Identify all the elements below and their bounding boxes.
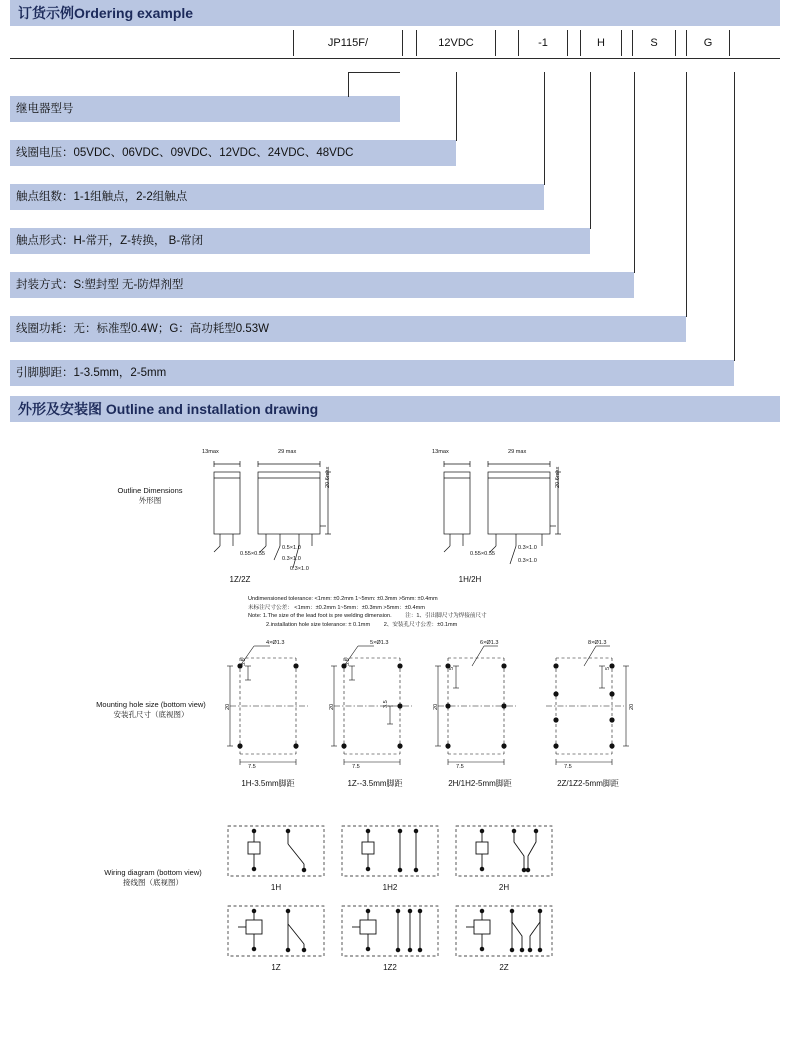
wiring-diagram-2h [454,824,554,880]
mount-dim-1h-a: 3.5 [241,658,247,666]
mount-dim-2h-b: 20 [433,703,439,710]
caption-mounting-1h: 1H-3.5mm脚距 [241,779,295,788]
ordering-code-row [10,34,780,59]
label-wiring-diagram-cn: 接线图（底视图） [123,878,183,888]
pin-dim-b-3: 0.3×1.0 [518,558,537,564]
wiring-diagram-1h2 [340,824,440,880]
pin-dim-a-3: 0.3×1.0 [282,556,301,562]
tolerance-note-line3-en: 2.installation hole size tolerance: ± 0.1mm [266,621,371,628]
hole-spec-2h: 6×Ø1.3 [480,640,499,646]
ordering-row-power: 线圈功耗：无：标准型0.4W；G：高功耗型0.53W [10,316,686,342]
caption-1h2h: 1H/2H [458,575,482,584]
outline-drawing-1z2z [200,446,360,596]
caption-wiring-1z2: 1Z2 [383,963,397,972]
pin-dim-a-2: 0.5×1.0 [282,545,301,551]
wiring-diagram-1h [226,824,326,880]
ordering-code-cell-model: JP115F/ [293,30,403,56]
label-mounting-hole-cn: 安装孔尺寸（底视图） [113,710,189,720]
wiring-diagram-1z [226,904,326,960]
tolerance-note-line2 [248,612,487,621]
dim-13max-a: 13max [202,449,219,455]
wiring-diagram-2z [454,904,554,960]
ordering-rule-contactsets [544,72,545,185]
pin-dim-a-1: 0.55×0.55 [240,551,266,557]
label-wiring-diagram-en: Wiring diagram (bottom view) [104,868,202,877]
mount-dim-1z-d: 7.5 [352,764,360,770]
mount-dim-2z-c: 7.5 [564,764,572,770]
mounting-drawing-2h [432,636,528,772]
hole-spec-2z: 8×Ø1.3 [588,640,607,646]
caption-wiring-1h2: 1H2 [382,883,398,892]
tolerance-note-line2-cn: 注：1、引出脚尺寸为焊接前尺寸 [405,613,487,620]
ordering-rule-power [686,72,687,317]
tolerance-note-line1-en: Undimensioned tolerance: <1mm: ±0.2mm 1~5mm: ±0.3mm >5mm: ±0.4mm [248,596,438,602]
hole-spec-1z: 5×Ø1.3 [370,640,389,646]
ordering-row-model: 继电器型号 [10,96,400,122]
section-title-ordering-en: Ordering example [74,5,194,21]
ordering-rule-sealing [634,72,635,273]
caption-mounting-2z: 2Z/1Z2-5mm脚距 [557,779,619,788]
pin-dim-b-2: 0.3×1.0 [518,545,537,551]
outline-drawing-1h2h [430,446,590,596]
mount-dim-2h-a: 5 [449,666,455,670]
caption-mounting-2h: 2H/1H2-5mm脚距 [448,779,512,788]
caption-mounting-1z: 1Z--3.5mm脚距 [347,779,403,788]
section-header-outline [10,396,780,422]
ordering-row-contactsets: 触点组数：1-1组触点，2-2组触点 [10,184,544,210]
label-outline-dimensions [90,486,210,506]
ordering-code-cell-voltage: 12VDC [416,30,496,56]
mounting-drawing-1h [224,636,320,772]
ordering-rule-model [348,72,400,97]
caption-wiring-1h: 1H [270,883,282,892]
label-outline-dimensions-cn: 外形图 [138,496,162,506]
tolerance-note-line3 [248,621,487,630]
mount-dim-2z-a: 5 [605,666,611,670]
ordering-code-cell-sealing: S [632,30,676,56]
label-mounting-hole-en: Mounting hole size (bottom view) [96,700,206,709]
section-title-outline-cn: 外形及安装图 [18,401,102,417]
ordering-row-pitch: 引脚脚距：1-3.5mm，2-5mm [10,360,734,386]
ordering-rule-pitch [734,72,735,361]
mount-dim-1z-a: 3.5 [345,658,351,666]
dim-206max-b: 20.6max [555,466,561,488]
wiring-diagram-1z2 [340,904,440,960]
tolerance-note [248,595,487,630]
tolerance-note-line3-cn: 2、安装孔尺寸公差：±0.1mm [383,621,458,628]
ordering-row-sealing: 封装方式：S:塑封型 无-防焊剂型 [10,272,634,298]
dim-29max-b: 29 max [508,449,527,455]
ordering-row-voltage: 线圈电压：05VDC、06VDC、09VDC、12VDC、24VDC、48VDC [10,140,456,166]
mount-dim-1z-b: 3.5 [383,700,389,708]
mount-dim-1h-b: 20 [225,703,231,710]
section-header-ordering [10,0,780,26]
mounting-drawing-2z [540,636,636,772]
ordering-rule-contactform [590,72,591,229]
dim-206max-a: 20.6max [325,466,331,488]
outline-drawing-area [10,428,780,988]
section-title-outline-en: Outline and installation drawing [105,401,319,417]
tolerance-note-line1-cn: 未标注尺寸公差： <1mm：±0.2mm 1~5mm：±0.3mm >5mm：±0.4mm [248,604,425,611]
mount-dim-1z-c: 20 [329,703,335,710]
ordering-code-cell-power: G [686,30,730,56]
ordering-rule-voltage [456,72,457,141]
dim-29max-a: 29 max [278,449,297,455]
pin-dim-b-1: 0.55×0.55 [470,551,496,557]
ordering-code-cell-contactform: H [580,30,622,56]
mounting-drawing-1z [328,636,424,772]
mount-dim-2h-c: 7.5 [456,764,464,770]
label-wiring-diagram [88,868,218,888]
caption-wiring-2h: 2H [498,883,510,892]
pin-dim-a-4: 0.3×1.0 [290,566,309,572]
ordering-diagram [10,34,780,384]
ordering-code-cell-contactsets: -1 [518,30,568,56]
hole-spec-1h: 4×Ø1.3 [266,640,285,646]
dim-13max-b: 13max [432,449,449,455]
caption-wiring-2z: 2Z [499,963,509,972]
caption-wiring-1z: 1Z [271,963,281,972]
label-mounting-hole [86,700,216,720]
label-outline-dimensions-en: Outline Dimensions [117,486,183,495]
tolerance-note-line2-en: Note: 1.The size of the lead foot is pre welding dimension. [248,613,392,620]
section-title-ordering-cn: 订货示例 [18,5,74,21]
mount-dim-2z-b: 20 [629,703,635,710]
caption-1z2z: 1Z/2Z [229,575,251,584]
mount-dim-1h-c: 7.5 [248,764,256,770]
ordering-row-contactform: 触点形式：H-常开，Z-转换， B-常闭 [10,228,590,254]
